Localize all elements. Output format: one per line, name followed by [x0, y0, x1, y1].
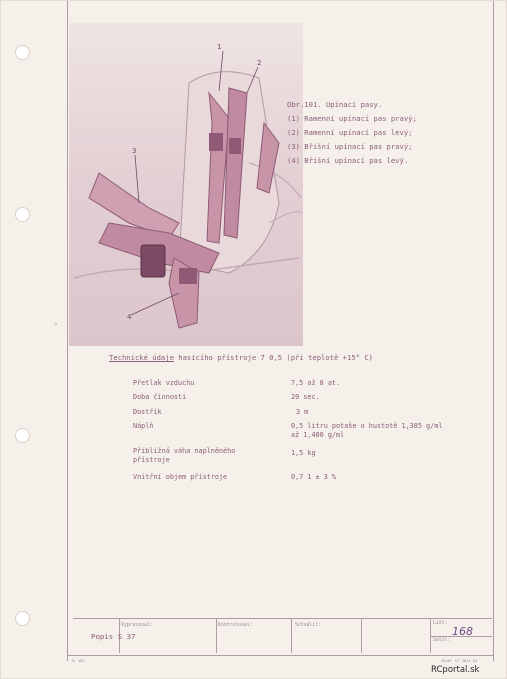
- spec-value: 20 sec.: [291, 393, 320, 401]
- caption-item: (4) Břišní upínací pas levý.: [287, 156, 409, 165]
- footer-divider: [361, 619, 362, 653]
- spec-label: Vnitřní objem přístroje: [133, 473, 228, 481]
- spec-label: Doba činnosti: [133, 393, 187, 401]
- caption-item: (3) Břišní upínací pas pravý;: [287, 142, 413, 151]
- spec-value: 0,5 litru potaše o hustotě 1,385 g/ml: [291, 422, 443, 430]
- form-code-right: Závěr ST 2014 03: [441, 658, 478, 663]
- binder-hole: [15, 45, 30, 60]
- figure-caption: [287, 98, 417, 168]
- harness-photo: [69, 23, 303, 346]
- spec-value: 7,5 až 8 at.: [291, 379, 341, 387]
- footer-kontroloval: Kontroloval:: [218, 623, 253, 628]
- callout-4: 4: [127, 313, 132, 321]
- footer-schvalil: Schválil:: [295, 623, 321, 628]
- spec-value: 0,7 1 ± 3 %: [291, 473, 337, 481]
- footer-list-label: List:: [433, 621, 448, 626]
- spec-label-continued: přístroje: [133, 456, 170, 464]
- bottom-rule: [67, 655, 493, 656]
- margin-tick: »: [54, 321, 58, 328]
- spec-value-continued: až 1,400 g/ml: [291, 431, 345, 439]
- binder-hole: [15, 207, 30, 222]
- footer-divider: [291, 619, 292, 653]
- callout-2: 2: [257, 59, 262, 67]
- specs-heading-underlined: Technické údaje: [109, 353, 174, 362]
- footer-divider: [216, 619, 217, 653]
- specs-heading: [109, 353, 373, 362]
- page-number: 168: [452, 625, 473, 638]
- footer-popis: Popis S 37: [91, 632, 136, 641]
- caption-item: (1) Ramenní upínací pas pravý;: [287, 114, 417, 123]
- footer-sesit-label: Sešit:: [433, 638, 451, 643]
- spec-value: 1,5 kg: [291, 449, 316, 457]
- spec-value: 3 m: [296, 408, 309, 416]
- caption-title: Obr.101. Upínací pasy.: [287, 100, 383, 109]
- callout-1: 1: [217, 43, 222, 51]
- spec-label: Přibližná váha naplněného: [133, 447, 236, 455]
- binder-hole: [15, 428, 30, 443]
- callout-3: 3: [132, 147, 137, 155]
- spec-label: Dostřik: [133, 408, 162, 416]
- spec-label: Náplň: [133, 422, 154, 430]
- specs-heading-rest: hasicího přístroje 7 0,5 (při teplotě +15° C): [178, 353, 373, 362]
- binder-hole: [15, 611, 30, 626]
- left-margin-line: [67, 1, 68, 661]
- seat-harness-illustration: [69, 23, 303, 346]
- footer-vypracoval: Vypracoval:: [121, 623, 153, 628]
- form-code-left: Tv 102: [71, 658, 85, 663]
- watermark: RCportal.sk: [431, 665, 480, 675]
- spec-label: Přetlak vzduchu: [133, 379, 195, 387]
- right-margin-line: [493, 1, 494, 661]
- caption-item: (2) Ramenní upínací pas levý;: [287, 128, 413, 137]
